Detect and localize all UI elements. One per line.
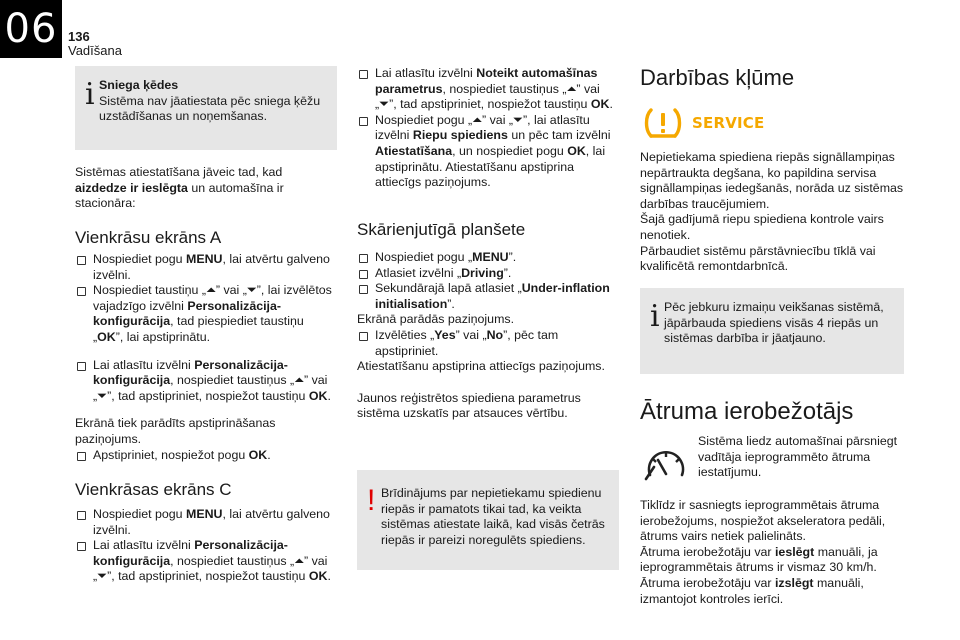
up-arrow-icon: ⏶ xyxy=(566,81,577,96)
chapter-tab: 06 xyxy=(0,0,62,58)
reference-text: Jaunos reģistrētos spiediena parametrus sistēma uzskatīs par atsauces vērtību. xyxy=(357,390,581,421)
down-arrow-icon: ⏷ xyxy=(513,112,523,127)
service-warning-label: SERVICE xyxy=(692,114,765,132)
tyre-pressure-warning-icon xyxy=(643,106,683,140)
list-item: Lai atlasītu izvēlni Personalizācija-konfigurācija, nospiediet taustiņus „⏶” vai „⏷”, tad apstipriniet, nospiežot taustiņu OK. xyxy=(75,538,337,585)
list-item: Sekundārajā lapā atlasiet „Under-inflation initialisation”. xyxy=(357,281,619,312)
info-icon: i xyxy=(650,299,660,334)
reset-confirm-text: Atiestatīšanu apstiprina attiecīgs paziņojums. xyxy=(357,359,605,374)
section-heading-limiter: Ātruma ierobežotājs xyxy=(640,398,854,425)
warning-icon: ! xyxy=(367,484,376,517)
reset-intro: Sistēmas atiestatīšana jāveic tad, kad aizdedze ir ieslēgta un automašīna ir stacionāra: xyxy=(75,165,284,211)
snow-chains-note xyxy=(75,66,337,150)
list-item: Lai atlasītu izvēlni Personalizācija-konfigurācija, nospiediet taustiņus „⏶” vai „⏷”, tad apstipriniet, nospiežot taustiņu OK. xyxy=(75,358,337,405)
note-text: Pēc jebkuru izmaiņu veikšanas sistēmā, jāpārbauda spiediens visās 4 riepās un sistēmas darbība ir jāatjauno. xyxy=(664,300,884,346)
confirmation-text: Ekrānā tiek parādīts apstiprināšanas paziņojums. xyxy=(75,416,276,446)
list-item: Atlasiet izvēlni „Driving”. xyxy=(357,266,619,282)
chapter-name: Vadīšana xyxy=(68,43,122,58)
message-text: Ekrānā parādās paziņojums. xyxy=(357,312,515,327)
limiter-text: Tiklīdz ir sasniegts ieprogrammētais ātruma ierobežojums, nospiežot akseleratora pedāli, ātrums vairs netiek palielināts. Ātruma ierobežotāju var ieslēgt manuāli, ja ieprogrammētais ātrums ir vismaz 30 km/h. Ātruma ierobežotāju var izslēgt manuāli, izmantojot kontroles ierīci. xyxy=(640,498,886,606)
section-heading-a: Vienkrāsu ekrāns A xyxy=(75,228,222,247)
fault-text: Nepietiekama spiediena riepās signāllampiņas nepārtraukta degšana, ko papildina servisa signāllampiņas iedegšanās, norāda uz sistēmas darbības traucējumiem. Šajā gadījumā riepu spiediena kontrole vairs nenotiek. Pārbaudiet sistēmu pārstāvniecību tīklā vai kvalificētā remontdarbnīcā. xyxy=(640,150,904,274)
limiter-intro: Sistēma liedz automašīnai pārsniegt vadītāja ieprogrammēto ātruma iestatījumu. xyxy=(698,434,898,480)
list-item: Nospiediet pogu MENU, lai atvērtu galveno izvēlni. xyxy=(75,252,337,283)
steps-a xyxy=(75,252,337,463)
steps-c xyxy=(75,507,337,585)
speedometer-icon xyxy=(644,447,688,481)
down-arrow-icon: ⏷ xyxy=(246,283,257,298)
steps-b xyxy=(357,66,619,191)
list-item: Lai atlasītu izvēlni Noteikt automašīnas parametrus, nospiediet taustiņus „⏶” vai „⏷”, tad apstipriniet, nospiežot taustiņu OK. xyxy=(357,66,619,113)
list-item: Nospiediet pogu „⏶” vai „⏷”, lai atlasītu izvēlni Riepu spiediens un pēc tam izvēlni Atiestatīšana, un nospiediet pogu OK, lai apstiprinātu. Atiestatīšanu apstiprina attiecīgs paziņojums. xyxy=(357,113,619,191)
note-text: Sistēma nav jāatiestata pēc sniega ķēžu uzstādīšanas un noņemšanas. xyxy=(99,93,321,124)
down-arrow-icon: ⏷ xyxy=(97,569,108,584)
steps-touch xyxy=(357,250,619,422)
down-arrow-icon: ⏷ xyxy=(379,97,390,112)
info-icon: i xyxy=(85,77,95,112)
warning-text: Brīdinājums par nepietiekamu spiedienu riepās ir pamatots tikai tad, ka veikta sistēmas atiestate laikā, kad visās četrās riepās ir pareizi noregulēts spiediens. xyxy=(381,486,605,547)
list-item: Nospiediet pogu MENU, lai atvērtu galveno izvēlni. xyxy=(75,507,337,538)
up-arrow-icon: ⏶ xyxy=(294,373,305,388)
up-arrow-icon: ⏶ xyxy=(205,283,216,298)
after-changes-note xyxy=(640,288,904,374)
note-title: Sniega ķēdes xyxy=(99,78,179,92)
section-heading-c: Vienkrāsas ekrāns C xyxy=(75,480,232,499)
list-item: Apstipriniet, nospiežot pogu OK. xyxy=(75,448,337,464)
section-heading-touch: Skārienjutīgā planšete xyxy=(357,220,526,239)
up-arrow-icon: ⏶ xyxy=(294,553,305,568)
underinflation-warning xyxy=(357,470,619,570)
up-arrow-icon: ⏶ xyxy=(472,112,483,127)
section-heading-fault: Darbības kļūme xyxy=(640,65,795,90)
list-item: Izvēlēties „Yes” vai „No”, pēc tam apstipriniet. xyxy=(357,328,619,359)
list-item: Nospiediet pogu „MENU”. xyxy=(357,250,619,266)
list-item: Nospiediet taustiņu „⏶” vai „⏷”, lai izvēlētos vajadzīgo izvēlni Personalizācija-konfigurācija, tad piespiediet taustiņu „OK”, lai apstiprinātu. xyxy=(75,283,337,345)
page-number: 136 xyxy=(68,29,90,44)
down-arrow-icon: ⏷ xyxy=(97,388,108,403)
